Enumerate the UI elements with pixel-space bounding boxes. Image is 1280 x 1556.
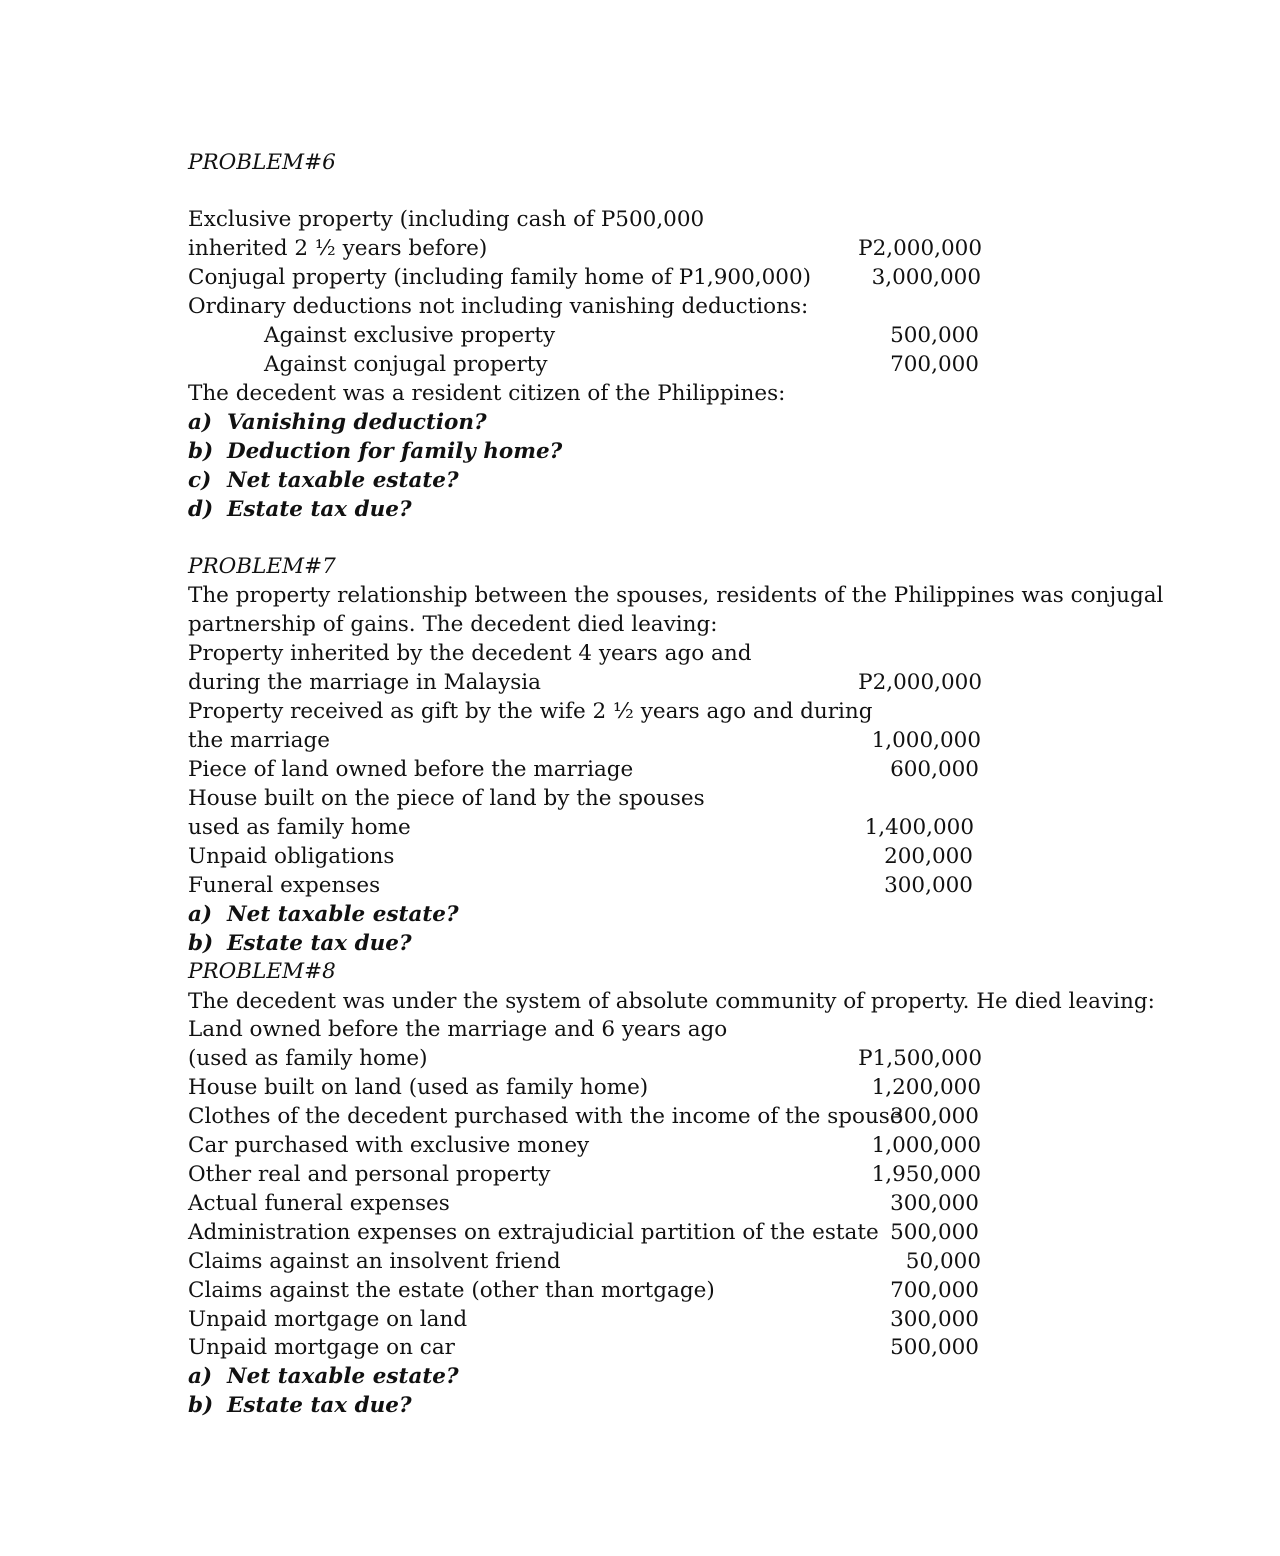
line-value: P2,000,000 [858,670,982,695]
problem-7-line [0,668,1280,697]
line-value: 300,000 [884,873,973,898]
problem-7-line [0,697,1280,726]
question-label: c) [188,468,212,493]
line-text: Ordinary deductions not including vanishing deductions: [188,294,809,319]
line-text: Car purchased with exclusive money [188,1133,590,1158]
problem-8-line [0,1015,1280,1044]
problem-6-line [0,205,1280,234]
line-text: Administration expenses on extrajudicial partition of the estate [188,1220,879,1245]
question-label: a) [188,902,213,927]
line-value: 500,000 [890,323,979,348]
problem-8-heading [0,957,1280,986]
problem-6-line [0,234,1280,263]
question-label: d) [188,497,214,522]
problem-8-line [0,1276,1280,1305]
problem-6-line [0,321,1280,350]
line-value: 1,000,000 [871,728,981,753]
question-label: b) [188,1393,214,1418]
line-value: P1,500,000 [858,1046,982,1071]
line-text: during the marriage in Malaysia [188,670,541,695]
question-text: Estate tax due? [227,497,412,522]
question-label: a) [188,410,213,435]
line-value: 500,000 [890,1335,979,1360]
line-text: Property inherited by the decedent 4 years ago and [188,641,752,666]
problem-8-question [0,1391,1280,1420]
line-value: 1,950,000 [871,1162,981,1187]
line-value: 700,000 [890,1278,979,1303]
line-text: House built on the piece of land by the spouses [188,786,705,811]
problem-8-line [0,1160,1280,1189]
line-value: 300,000 [890,1104,979,1129]
line-value: 600,000 [890,757,979,782]
problem-7-question [0,900,1280,929]
problem-7-line [0,639,1280,668]
line-text: Actual funeral expenses [188,1191,450,1216]
problem-8-line [0,1044,1280,1073]
line-text: Claims against an insolvent friend [188,1249,561,1274]
line-text: Unpaid mortgage on car [188,1335,455,1360]
line-text: Conjugal property (including family home of P1,900,000) [188,265,812,290]
problem-8-line [0,1073,1280,1102]
problem-8-line [0,1247,1280,1276]
line-text: The decedent was under the system of absolute community of property. He died leaving: [188,989,1155,1014]
line-text: the marriage [188,728,330,753]
problem-6-heading [0,148,1280,177]
line-text: The property relationship between the spouses, residents of the Philippines was conjugal [188,583,1164,608]
problem-7-line [0,871,1280,900]
problem-6-question [0,466,1280,495]
problem-6-line [0,350,1280,379]
question-text: Net taxable estate? [227,468,459,493]
problem-7-line [0,610,1280,639]
problem-7-line [0,813,1280,842]
line-text: partnership of gains. The decedent died leaving: [188,612,718,637]
problem-8-line [0,1131,1280,1160]
question-label: b) [188,931,214,956]
problem-7-heading [0,552,1280,581]
problem-6-line [0,379,1280,408]
problem-title: PROBLEM#8 [188,959,336,984]
line-text: Against conjugal property [264,352,548,377]
question-text: Deduction for family home? [227,439,563,464]
question-text: Net taxable estate? [227,902,459,927]
problem-8-line [0,1189,1280,1218]
problem-title: PROBLEM#7 [188,554,336,579]
line-text: The decedent was a resident citizen of the Philippines: [188,381,786,406]
line-value: P2,000,000 [858,236,982,261]
problem-6-line [0,292,1280,321]
line-text: Funeral expenses [188,873,381,898]
line-value: 700,000 [890,352,979,377]
problem-6-question [0,437,1280,466]
line-value: 3,000,000 [871,265,981,290]
line-value: 1,400,000 [864,815,974,840]
problem-8-line [0,1305,1280,1334]
line-text: Clothes of the decedent purchased with the income of the spouse [188,1104,903,1129]
line-text: (used as family home) [188,1046,428,1071]
line-text: Piece of land owned before the marriage [188,757,634,782]
problem-8-line [0,1218,1280,1247]
problem-7-question [0,929,1280,958]
line-value: 200,000 [884,844,973,869]
problem-6-question [0,408,1280,437]
line-text: inherited 2 ½ years before) [188,236,488,261]
problem-7-line [0,726,1280,755]
question-text: Net taxable estate? [227,1364,459,1389]
problem-7-line [0,784,1280,813]
question-text: Estate tax due? [227,1393,412,1418]
problem-8-line [0,987,1280,1016]
problem-7-line [0,842,1280,871]
problem-title: PROBLEM#6 [188,150,336,175]
line-text: Claims against the estate (other than mortgage) [188,1278,715,1303]
problem-8-question [0,1362,1280,1391]
line-text: Exclusive property (including cash of P500,000 [188,207,705,232]
line-value: 500,000 [890,1220,979,1245]
line-text: Property received as gift by the wife 2 ½ years ago and during [188,699,873,724]
problem-6-question [0,495,1280,524]
line-text: Against exclusive property [264,323,556,348]
problem-8-line [0,1333,1280,1362]
line-value: 1,000,000 [871,1133,981,1158]
problem-7-line [0,755,1280,784]
question-label: b) [188,439,214,464]
line-text: used as family home [188,815,411,840]
line-text: House built on land (used as family home) [188,1075,649,1100]
line-text: Other real and personal property [188,1162,551,1187]
question-text: Vanishing deduction? [227,410,487,435]
question-label: a) [188,1364,213,1389]
line-text: Unpaid obligations [188,844,395,869]
problem-6-line [0,263,1280,292]
problem-7-line [0,581,1280,610]
line-value: 50,000 [905,1249,981,1274]
line-value: 300,000 [890,1307,979,1332]
problem-8-line [0,1102,1280,1131]
line-value: 300,000 [890,1191,979,1216]
line-value: 1,200,000 [871,1075,981,1100]
line-text: Land owned before the marriage and 6 years ago [188,1017,728,1042]
question-text: Estate tax due? [227,931,412,956]
line-text: Unpaid mortgage on land [188,1307,468,1332]
